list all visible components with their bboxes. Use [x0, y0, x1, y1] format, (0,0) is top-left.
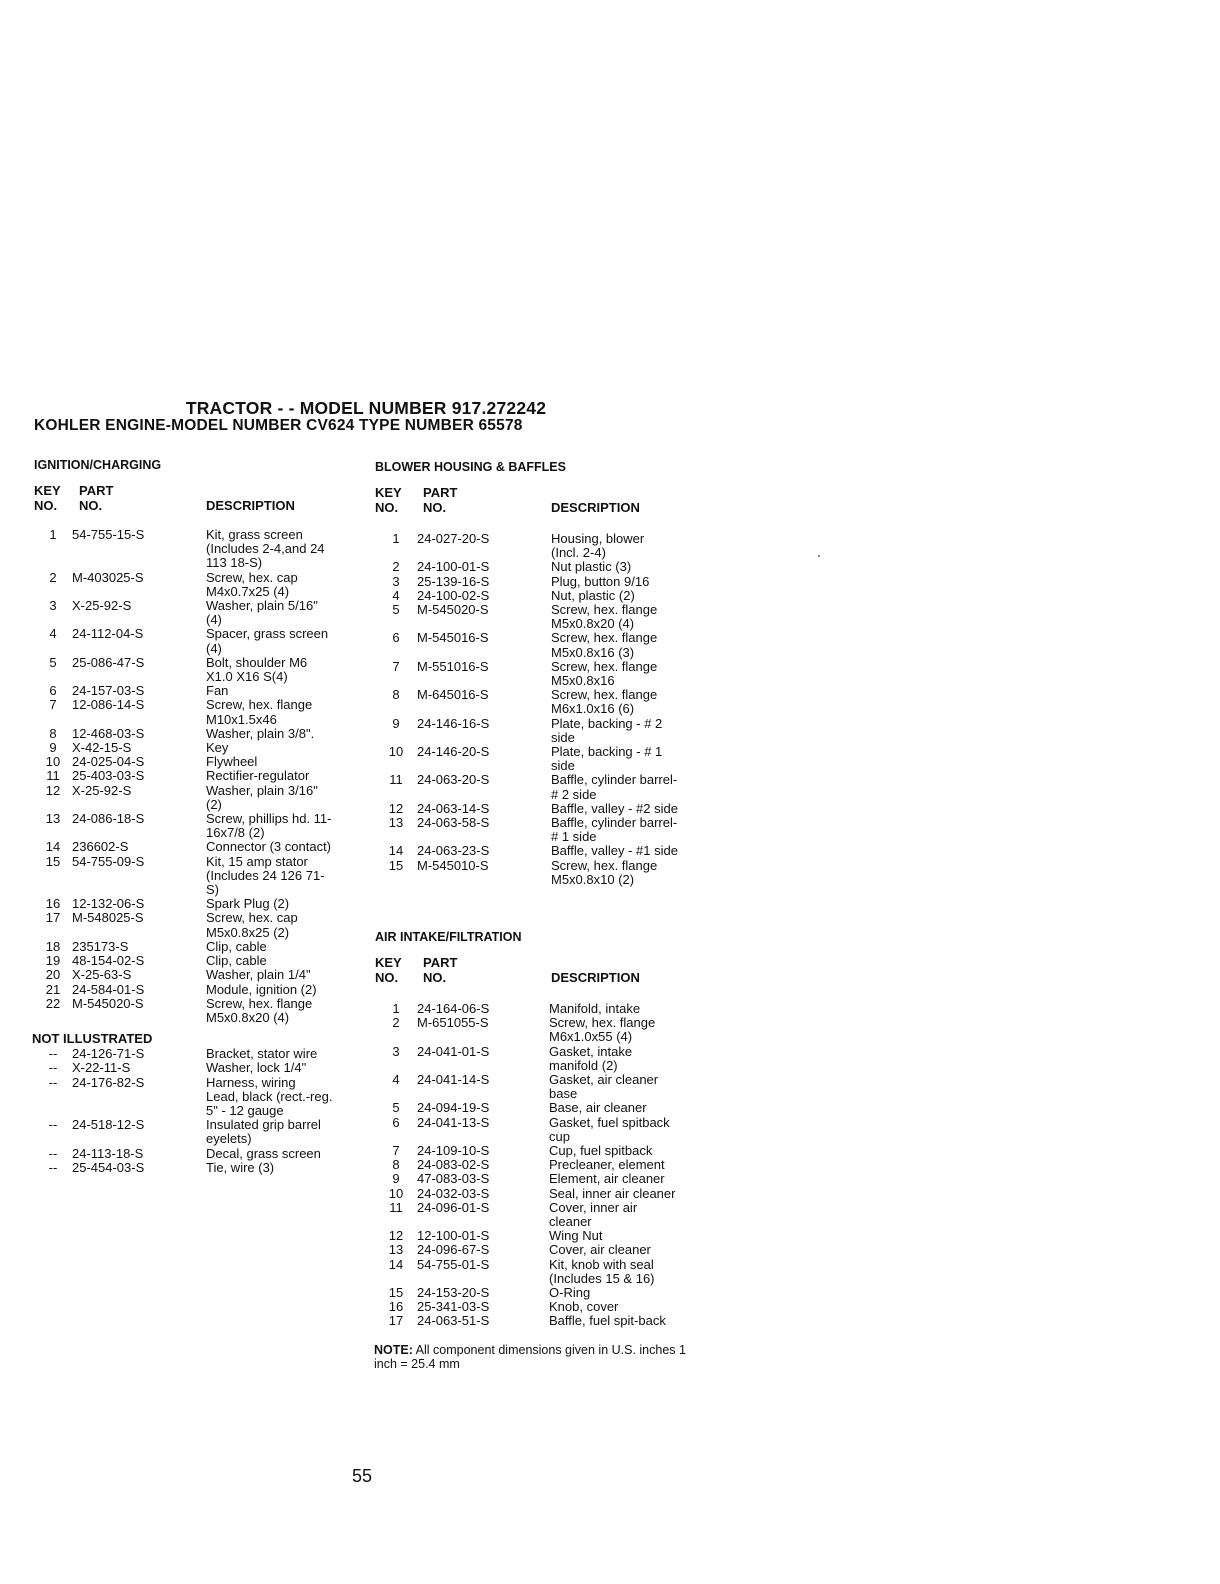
part-number: M-545020-S	[72, 995, 144, 1011]
key-header-1: KEY	[34, 483, 61, 498]
key-number: 10	[388, 744, 404, 760]
key-header-2: NO.	[34, 497, 58, 513]
part-description: Bracket, stator wire	[206, 1046, 318, 1062]
key-header-2: NO.	[375, 499, 399, 515]
part-row	[375, 859, 715, 887]
part-description: Decal, grass screen	[206, 1145, 321, 1161]
key-number: 3	[392, 573, 400, 589]
part-number: 54-755-15-S	[72, 527, 145, 542]
column-headers	[34, 484, 364, 516]
key-number: 5	[392, 602, 400, 618]
part-number: 54-755-01-S	[417, 1256, 490, 1272]
description-header: DESCRIPTION	[551, 499, 640, 515]
part-row	[375, 575, 715, 589]
part-number: 24-041-01-S	[417, 1043, 490, 1059]
part-row	[375, 1172, 715, 1186]
key-number: 11	[389, 1199, 403, 1215]
part-number: X-25-92-S	[72, 598, 132, 614]
part-row	[375, 816, 715, 844]
part-description: Knob, cover	[549, 1299, 619, 1315]
part-description: Rectifier-regulator	[206, 768, 310, 784]
part-row	[375, 603, 715, 631]
part-row	[34, 983, 364, 997]
part-number: 24-157-03-S	[72, 683, 145, 699]
ignition-charging-section	[34, 458, 364, 1175]
part-description: Gasket, fuel spitback cup	[549, 1114, 670, 1144]
part-number: 24-096-67-S	[417, 1242, 490, 1258]
part-number: 24-041-13-S	[417, 1114, 490, 1130]
key-number: --	[48, 1060, 58, 1076]
part-number: 25-086-47-S	[72, 654, 145, 670]
part-description: Cup, fuel spitback	[549, 1143, 653, 1159]
part-number: M-651055-S	[417, 1015, 489, 1031]
key-number: 12	[45, 782, 61, 798]
key-number: 14	[388, 843, 404, 859]
note-label: NOTE:	[374, 1343, 413, 1357]
part-row	[375, 802, 715, 816]
key-number: 2	[392, 559, 400, 575]
part-description: Module, ignition (2)	[206, 981, 317, 997]
part-description: Baffle, cylinder barrel- # 2 side	[551, 772, 678, 802]
part-row	[375, 1101, 715, 1115]
scan-speck	[818, 555, 820, 557]
key-number: 14	[388, 1256, 404, 1272]
part-row	[375, 745, 715, 773]
part-description: Screw, hex. cap M4x0.7x25 (4)	[206, 569, 298, 599]
part-description: Baffle, cylinder barrel- # 1 side	[551, 815, 678, 845]
part-header-2: NO.	[423, 969, 447, 985]
part-row	[375, 589, 715, 603]
part-number: 25-139-16-S	[417, 573, 490, 589]
key-number: 14	[45, 839, 61, 855]
key-number: 2	[49, 569, 57, 585]
part-description: Screw, hex. flange M6x1.0x16 (6)	[551, 687, 658, 717]
part-description: Wing Nut	[549, 1228, 603, 1244]
key-number: --	[48, 1145, 58, 1161]
key-number: --	[48, 1159, 58, 1175]
key-header-1: KEY	[375, 485, 402, 500]
key-number: 15	[388, 857, 404, 873]
key-number: 17	[388, 1313, 404, 1329]
key-number: 20	[45, 967, 61, 983]
part-number: 24-096-01-S	[417, 1199, 490, 1215]
part-row	[34, 684, 364, 698]
key-number: 6	[392, 630, 400, 646]
key-number: 2	[392, 1015, 400, 1031]
part-description: Key	[206, 740, 229, 756]
key-number: 13	[45, 811, 61, 827]
part-number: M-545016-S	[417, 630, 489, 646]
key-number: 3	[392, 1043, 400, 1059]
parts-list	[375, 1002, 715, 1329]
part-row	[375, 560, 715, 574]
part-number: M-548025-S	[72, 910, 144, 926]
part-number: 25-341-03-S	[417, 1299, 490, 1315]
key-number: --	[48, 1046, 58, 1062]
key-number: 4	[392, 587, 400, 603]
part-number: 12-468-03-S	[72, 725, 145, 741]
part-number: 24-176-82-S	[72, 1074, 145, 1090]
part-header-2: NO.	[423, 499, 447, 515]
key-number: 9	[392, 715, 400, 731]
blower-housing-section	[375, 460, 715, 887]
section-title: IGNITION/CHARGING	[34, 458, 162, 472]
part-number: 24-100-02-S	[417, 587, 490, 603]
key-number: 9	[49, 740, 57, 756]
part-row	[375, 1300, 715, 1314]
part-row	[34, 1061, 364, 1075]
part-row	[375, 1016, 715, 1044]
part-row	[34, 727, 364, 741]
part-row	[34, 812, 364, 840]
part-row	[375, 532, 715, 560]
part-number: 24-164-06-S	[417, 1001, 490, 1016]
part-row	[34, 755, 364, 769]
part-row	[375, 1158, 715, 1172]
key-number: 1	[392, 531, 400, 546]
part-description: Screw, phillips hd. 11- 16x7/8 (2)	[206, 811, 332, 841]
part-description: Plate, backing - # 2 side	[551, 715, 663, 745]
parts-list	[34, 528, 364, 1025]
key-number: 7	[392, 1143, 400, 1159]
part-description: Screw, hex. flange M5x0.8x16 (3)	[551, 630, 658, 660]
part-number: M-403025-S	[72, 569, 144, 585]
part-row	[375, 1002, 715, 1016]
part-number: 24-063-51-S	[417, 1313, 490, 1329]
part-description: Spark Plug (2)	[206, 896, 290, 912]
part-row	[375, 688, 715, 716]
air-intake-section	[375, 930, 715, 1329]
column-headers	[375, 956, 715, 988]
part-row	[34, 968, 364, 982]
part-number: M-551016-S	[417, 658, 489, 674]
part-number: X-22-11-S	[72, 1060, 131, 1076]
part-row	[375, 660, 715, 688]
part-description: Seal, inner air cleaner	[549, 1185, 676, 1201]
part-description: Element, air cleaner	[549, 1171, 665, 1187]
part-row	[375, 1229, 715, 1243]
part-description: Screw, hex. flange M10x1.5x46	[206, 697, 313, 727]
key-number: 11	[389, 772, 403, 788]
part-description: O-Ring	[549, 1285, 591, 1301]
part-description: Cover, air cleaner	[549, 1242, 651, 1258]
part-row	[34, 769, 364, 783]
parts-list	[375, 532, 715, 887]
part-description: Screw, hex. flange M6x1.0x55 (4)	[549, 1015, 656, 1045]
part-description: Screw, hex. flange M5x0.8x20 (4)	[206, 995, 313, 1025]
part-description: Screw, hex. flange M5x0.8x10 (2)	[551, 857, 658, 887]
part-description: Cover, inner air cleaner	[549, 1199, 638, 1230]
page-number: 55	[352, 1466, 373, 1486]
key-number: 8	[392, 1157, 400, 1173]
part-description: Clip, cable	[206, 953, 267, 969]
column-headers	[375, 486, 715, 518]
part-number: 24-146-16-S	[417, 715, 490, 731]
part-number: 24-100-01-S	[417, 559, 490, 575]
key-number: 8	[49, 725, 57, 741]
part-number: 24-041-14-S	[417, 1072, 490, 1088]
part-number: 24-094-19-S	[417, 1100, 490, 1116]
part-description: Housing, blower (Incl. 2-4)	[551, 531, 645, 561]
key-number: 4	[49, 626, 57, 642]
part-number: 236602-S	[72, 839, 129, 855]
page-title: TRACTOR - - MODEL NUMBER 917.272242	[185, 398, 547, 418]
part-description: Washer, plain 5/16" (4)	[206, 598, 318, 628]
part-description: Plate, backing - # 1 side	[551, 744, 663, 774]
part-description: Nut, plastic (2)	[551, 587, 635, 603]
description-header: DESCRIPTION	[551, 969, 640, 985]
part-description: Precleaner, element	[549, 1157, 665, 1173]
part-number: M-545020-S	[417, 602, 489, 618]
part-description: Washer, plain 3/16" (2)	[206, 782, 318, 812]
part-description: Clip, cable	[206, 938, 267, 954]
part-header-1: PART	[79, 483, 114, 498]
part-row	[34, 1047, 364, 1061]
key-number: 7	[49, 697, 57, 713]
part-description: Gasket, intake manifold (2)	[549, 1043, 633, 1073]
part-description: Manifold, intake	[549, 1001, 641, 1016]
part-row	[34, 571, 364, 599]
key-number: 6	[392, 1114, 400, 1130]
part-header-1: PART	[423, 485, 458, 500]
part-row	[34, 897, 364, 911]
key-number: 9	[392, 1171, 400, 1187]
part-number: 24-032-03-S	[417, 1185, 490, 1201]
part-number: 24-109-10-S	[417, 1143, 490, 1159]
part-description: Kit, grass screen (Includes 2-4,and 24 113 18-S)	[206, 527, 325, 571]
part-number: 48-154-02-S	[72, 953, 145, 969]
key-number: 5	[392, 1100, 400, 1116]
part-description: Gasket, air cleaner base	[549, 1072, 659, 1102]
part-row	[375, 1286, 715, 1300]
part-row	[34, 741, 364, 755]
part-description: Plug, button 9/16	[551, 573, 650, 589]
part-row	[34, 855, 364, 898]
key-number: 15	[388, 1285, 404, 1301]
part-description: Bolt, shoulder M6 X1.0 X16 S(4)	[206, 654, 308, 685]
key-number: 6	[49, 683, 57, 699]
part-description: Fan	[206, 683, 229, 699]
part-description: Spacer, grass screen (4)	[206, 626, 329, 656]
part-description: Washer, plain 1/4"	[206, 967, 311, 983]
key-number: 1	[392, 1001, 400, 1016]
part-row	[375, 1144, 715, 1158]
description-header: DESCRIPTION	[206, 497, 295, 513]
part-row	[34, 599, 364, 627]
key-number: 16	[45, 896, 61, 912]
part-number: 24-126-71-S	[72, 1046, 145, 1062]
part-description: Flywheel	[206, 754, 258, 770]
not-illustrated-list	[34, 1047, 364, 1175]
part-description: Screw, hex. cap M5x0.8x25 (2)	[206, 910, 298, 940]
part-description: Washer, lock 1/4"	[206, 1060, 307, 1076]
part-number: 235173-S	[72, 938, 129, 954]
part-row	[34, 1147, 364, 1161]
part-row	[34, 627, 364, 655]
part-number: 47-083-03-S	[417, 1171, 490, 1187]
part-row	[34, 997, 364, 1025]
part-header-1: PART	[423, 955, 458, 970]
key-number: 11	[46, 768, 60, 784]
key-number: 17	[45, 910, 61, 926]
part-number: 24-146-20-S	[417, 744, 490, 760]
part-row	[375, 631, 715, 659]
key-number: 12	[388, 800, 404, 816]
part-row	[375, 773, 715, 801]
part-row	[34, 1076, 364, 1119]
part-row	[375, 1116, 715, 1144]
part-header-2: NO.	[79, 497, 103, 513]
key-header-2: NO.	[375, 969, 399, 985]
part-row	[34, 698, 364, 726]
key-number: 1	[49, 527, 57, 542]
part-row	[34, 954, 364, 968]
part-number: 24-518-12-S	[72, 1117, 145, 1133]
part-description: Washer, plain 3/8".	[206, 725, 315, 741]
part-number: 24-063-58-S	[417, 815, 490, 831]
part-description: Kit, 15 amp stator (Includes 24 126 71- S)	[206, 853, 325, 898]
key-header-1: KEY	[375, 955, 402, 970]
not-illustrated-title: NOT ILLUSTRATED	[32, 1031, 153, 1047]
part-description: Baffle, valley - #2 side	[551, 800, 678, 816]
part-number: 25-403-03-S	[72, 768, 145, 784]
key-number: 8	[392, 687, 400, 703]
key-number: 15	[45, 853, 61, 869]
part-number: X-42-15-S	[72, 740, 132, 756]
part-description: Baffle, valley - #1 side	[551, 843, 678, 859]
key-number: 22	[45, 995, 61, 1011]
part-row	[375, 844, 715, 858]
part-description: Harness, wiring Lead, black (rect.-reg. 5" - 12 gauge	[206, 1074, 333, 1118]
part-row	[34, 911, 364, 939]
part-description: Insulated grip barrel eyelets)	[206, 1117, 321, 1147]
key-number: 10	[388, 1185, 404, 1201]
part-number: 24-083-02-S	[417, 1157, 490, 1173]
key-number: --	[48, 1117, 58, 1133]
key-number: 3	[49, 598, 57, 614]
key-number: 4	[392, 1072, 400, 1088]
part-number: M-545010-S	[417, 857, 489, 873]
part-row	[375, 1314, 715, 1328]
part-row	[375, 1243, 715, 1257]
part-description: Baffle, fuel spit-back	[549, 1313, 666, 1329]
part-description: Screw, hex. flange M5x0.8x16	[551, 658, 658, 689]
part-row	[34, 1118, 364, 1146]
part-row	[375, 717, 715, 745]
part-description: Screw, hex. flange M5x0.8x20 (4)	[551, 602, 658, 632]
part-description: Connector (3 contact)	[206, 839, 332, 855]
key-number: 19	[45, 953, 61, 969]
key-number: 21	[45, 981, 61, 997]
key-number: 16	[388, 1299, 404, 1315]
part-row	[375, 1201, 715, 1229]
key-number: 10	[45, 754, 61, 770]
part-row	[375, 1258, 715, 1286]
part-number: 24-153-20-S	[417, 1285, 490, 1301]
part-row	[375, 1045, 715, 1073]
part-row	[375, 1187, 715, 1201]
part-row	[34, 528, 364, 571]
part-number: X-25-92-S	[72, 782, 132, 798]
part-number: 24-086-18-S	[72, 811, 145, 827]
part-row	[34, 840, 364, 854]
part-description: Base, air cleaner	[549, 1100, 647, 1116]
part-number: 24-063-14-S	[417, 800, 490, 816]
key-number: 13	[388, 815, 404, 831]
key-number: 18	[45, 938, 61, 954]
part-number: 24-113-18-S	[72, 1145, 144, 1161]
key-number: 5	[49, 654, 57, 670]
part-number: 24-063-23-S	[417, 843, 490, 859]
part-number: 12-100-01-S	[417, 1228, 490, 1244]
note-text: All component dimensions given in U.S. inches 1 inch = 25.4 mm	[374, 1343, 686, 1371]
part-number: M-645016-S	[417, 687, 489, 703]
part-description: Nut plastic (3)	[551, 559, 632, 575]
part-number: X-25-63-S	[72, 967, 132, 983]
key-number: 7	[392, 658, 400, 674]
part-row	[34, 656, 364, 684]
key-number: --	[48, 1074, 58, 1090]
section-title: AIR INTAKE/FILTRATION	[375, 930, 522, 944]
part-number: 24-112-04-S	[72, 626, 144, 642]
part-description: Tie, wire (3)	[206, 1159, 275, 1175]
part-row	[34, 784, 364, 812]
part-number: 24-027-20-S	[417, 531, 490, 546]
part-row	[34, 940, 364, 954]
part-row	[375, 1073, 715, 1101]
part-number: 24-584-01-S	[72, 981, 145, 997]
part-number: 24-025-04-S	[72, 754, 145, 770]
section-title: BLOWER HOUSING & BAFFLES	[375, 460, 566, 474]
part-row	[34, 1161, 364, 1175]
part-number: 12-086-14-S	[72, 697, 145, 713]
dimensions-note	[374, 1343, 704, 1371]
part-description: Kit, knob with seal (Includes 15 & 16)	[549, 1256, 655, 1286]
part-number: 25-454-03-S	[72, 1159, 145, 1175]
part-number: 12-132-06-S	[72, 896, 145, 912]
part-number: 24-063-20-S	[417, 772, 490, 788]
page-subtitle: KOHLER ENGINE-MODEL NUMBER CV624 TYPE NUMBER 65578	[34, 417, 523, 434]
key-number: 12	[388, 1228, 404, 1244]
key-number: 13	[388, 1242, 404, 1258]
part-number: 54-755-09-S	[72, 853, 145, 869]
